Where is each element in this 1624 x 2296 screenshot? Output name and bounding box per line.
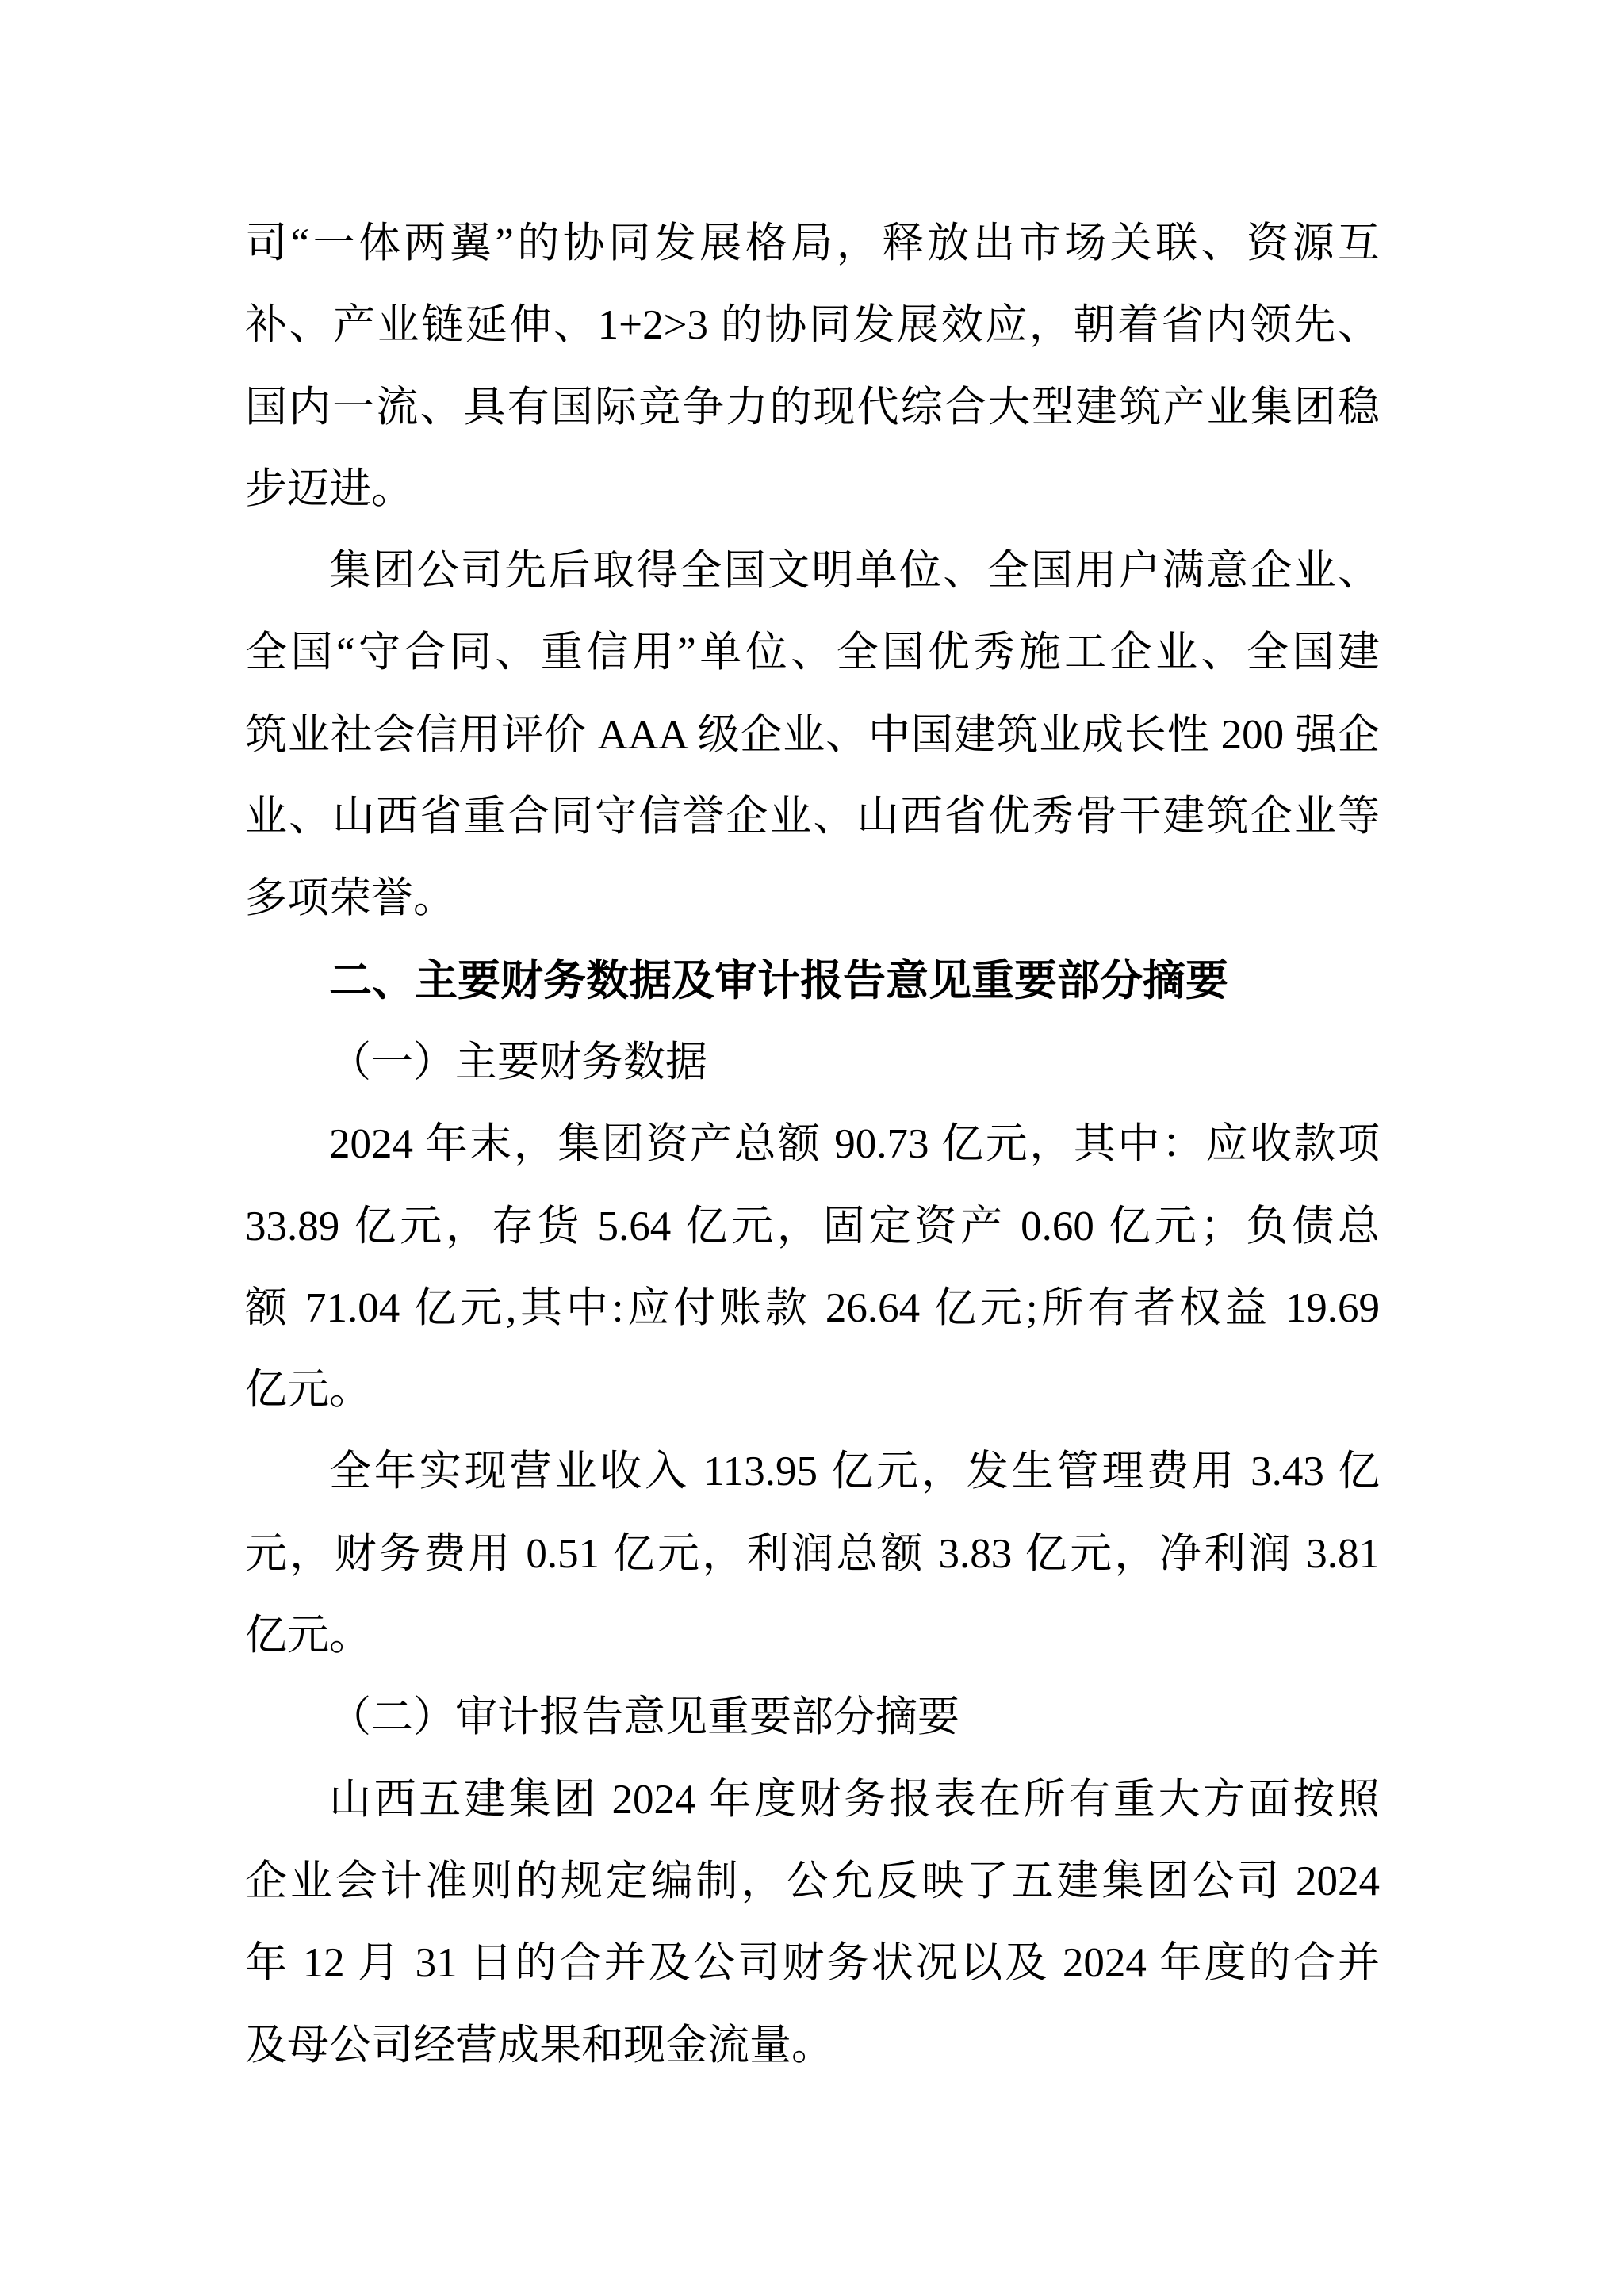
body-text-line: 全国“守合同、重信用”单位、全国优秀施工企业、全国建 xyxy=(245,629,1380,676)
body-text-line: 山西五建集团 2024 年度财务报表在所有重大方面按照 xyxy=(329,1776,1380,1823)
body-text-line: 步迈进。 xyxy=(245,465,413,512)
body-text-line: 补、产业链延伸、1+2>3 的协同发展效应，朝着省内领先、 xyxy=(245,302,1380,349)
body-text-line: 及母公司经营成果和现金流量。 xyxy=(245,2022,833,2068)
subsection-heading: （二）审计报告意见重要部分摘要 xyxy=(329,1694,959,1741)
body-text-line: 国内一流、具有国际竞争力的现代综合大型建筑产业集团稳 xyxy=(245,384,1380,430)
document-text-block xyxy=(245,203,1380,2087)
body-text-line: 元，财务费用 0.51 亿元，利润总额 3.83 亿元，净利润 3.81 xyxy=(245,1530,1380,1577)
body-text-line: 年 12 月 31 日的合并及公司财务状况以及 2024 年度的合并 xyxy=(245,1940,1380,1987)
body-text-line: 多项荣誉。 xyxy=(245,875,455,922)
subsection-heading: （一）主要财务数据 xyxy=(329,1039,707,1085)
body-text-line: 2024 年末，集团资产总额 90.73 亿元，其中：应收款项 xyxy=(329,1121,1380,1168)
body-text-line: 额 71.04 亿元,其中:应付账款 26.64 亿元;所有者权益 19.69 xyxy=(245,1284,1380,1331)
body-text-line: 集团公司先后取得全国文明单位、全国用户满意企业、 xyxy=(329,548,1380,595)
body-text-line: 全年实现营业收入 113.95 亿元，发生管理费用 3.43 亿 xyxy=(329,1448,1380,1495)
body-text-line: 亿元。 xyxy=(245,1613,371,1659)
body-text-line: 33.89 亿元，存货 5.64 亿元，固定资产 0.60 亿元；负债总 xyxy=(245,1203,1380,1249)
body-text-line: 企业会计准则的规定编制，公允反映了五建集团公司 2024 xyxy=(245,1858,1380,1904)
body-text-line: 筑业社会信用评价 AAA 级企业、中国建筑业成长性 200 强企 xyxy=(245,711,1380,758)
body-text-line: 业、山西省重合同守信誉企业、山西省优秀骨干建筑企业等 xyxy=(245,794,1380,840)
body-text-line: 亿元。 xyxy=(245,1367,371,1414)
section-heading: 二、主要财务数据及审计报告意见重要部分摘要 xyxy=(329,956,1228,1004)
body-text-line: 司“一体两翼”的协同发展格局，释放出市场关联、资源互 xyxy=(245,220,1380,266)
